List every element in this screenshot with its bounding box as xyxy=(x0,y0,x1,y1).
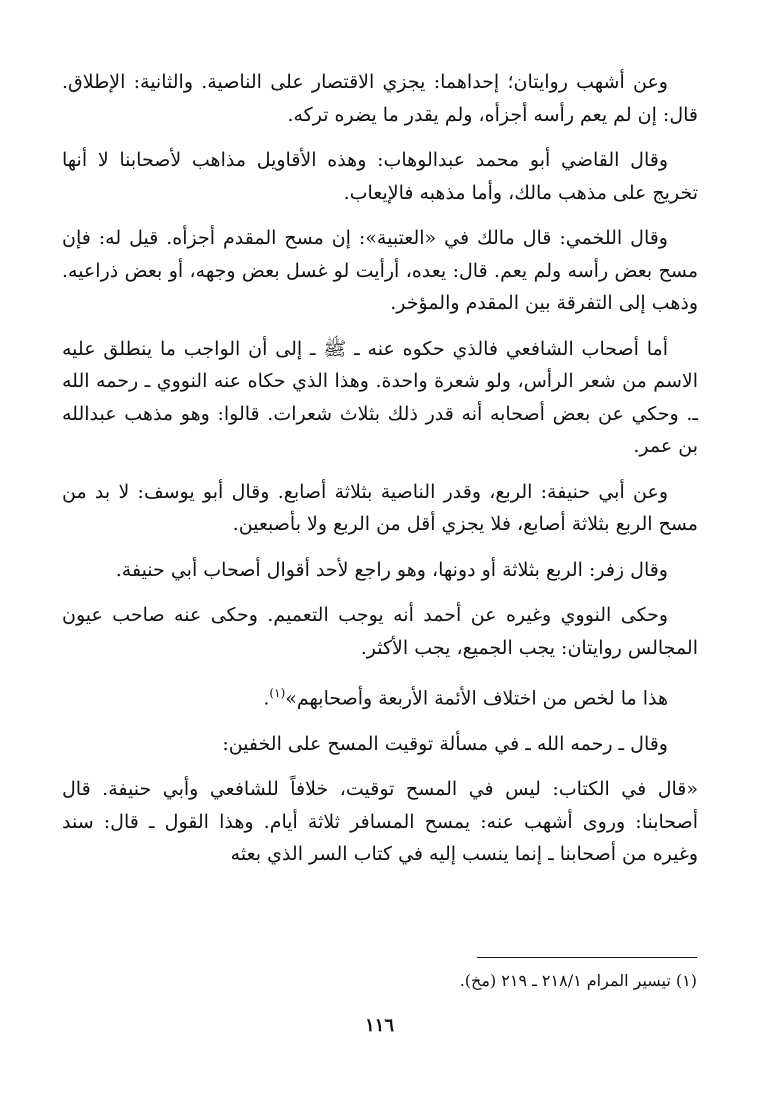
page-body xyxy=(62,66,698,884)
footnote: (١) تيسير المرام ٢١٨/١ ـ ٢١٩ (مخ). xyxy=(459,971,697,990)
paragraph-lakhmi: وقال اللخمي: قال مالك في «العتبية»: إن مسح المقدم أجزأه. قيل له: فإن مسح بعض رأسه ولم يعم. قال: يعده، أرأيت لو غسل بعض وجهه، أو بعض ذراعيه. وذهب إلى التفرقة بين المقدم والمؤخر. xyxy=(62,227,698,314)
paragraph-ashhab: وعن أشهب روايتان؛ إحداهما: يجزي الاقتصار على الناصية. والثانية: الإطلاق. قال: إن لم يعم رأسه أجزأه، ولم يقدر ما يضره تركه. xyxy=(62,71,698,126)
paragraph-abu-hanifa: وعن أبي حنيفة: الربع، وقدر الناصية بثلاثة أصابع. وقال أبو يوسف: لا بد من مسح الربع بثلاثة أصابع، فلا يجزي أقل من الربع ولا بأصبعين. xyxy=(62,480,698,535)
footnote-marker: (١) xyxy=(269,686,286,700)
page-number: ١١٦ xyxy=(364,1015,394,1036)
paragraph-khuffain-intro: وقال ـ رحمه الله ـ في مسألة توقيت المسح على الخفين: xyxy=(222,732,668,755)
paragraph-nawawi: وحكى النووي وغيره عن أحمد أنه يوجب التعميم. وحكى عنه صاحب عيون المجالس روايتان: يجب الجميع، يجب الأكثر. xyxy=(62,604,698,659)
paragraph-shafii: أما أصحاب الشافعي فالذي حكوه عنه ـ ﷺ ـ إلى أن الواجب ما ينطلق عليه الاسم من شعر الرأس، ولو شعرة واحدة. وهذا الذي حكاه عنه النووي ـ رحمه الله ـ. وحكي عن بعض أصحابه أنه قدر ذلك بثلاث شعرات. قالوا: وهو مذهب عبدالله بن عمر. xyxy=(62,337,698,457)
paragraph-summary: هذا ما لخص من اختلاف الأئمة الأربعة وأصحابهم»$^{(١)}$. xyxy=(263,686,668,710)
paragraph-zufar: وقال زفر: الربع بثلاثة أو دونها، وهو راجع لأحد أقوال أصحاب أبي حنيفة. xyxy=(115,558,668,581)
footnote-divider xyxy=(477,957,697,958)
summary-text: هذا ما لخص من اختلاف الأئمة الأربعة وأصحابهم» xyxy=(285,687,668,710)
paragraph-abdulwahhab: وقال القاضي أبو محمد عبدالوهاب: وهذه الأقاويل مذاهب لأصحابنا لا أنها تخريج على مذهب مالك، وأما مذهبه فالإيعاب. xyxy=(62,149,698,204)
paragraph-kitab-quote: «قال في الكتاب: ليس في المسح توقيت، خلافاً للشافعي وأبي حنيفة. قال أصحابنا: وروى أشهب عنه: يمسح المسافر ثلاثة أيام. وهذا القول ـ قال: سند وغيره من أصحابنا ـ إنما ينسب إليه في كتاب السر الذي بعثه xyxy=(62,778,698,866)
